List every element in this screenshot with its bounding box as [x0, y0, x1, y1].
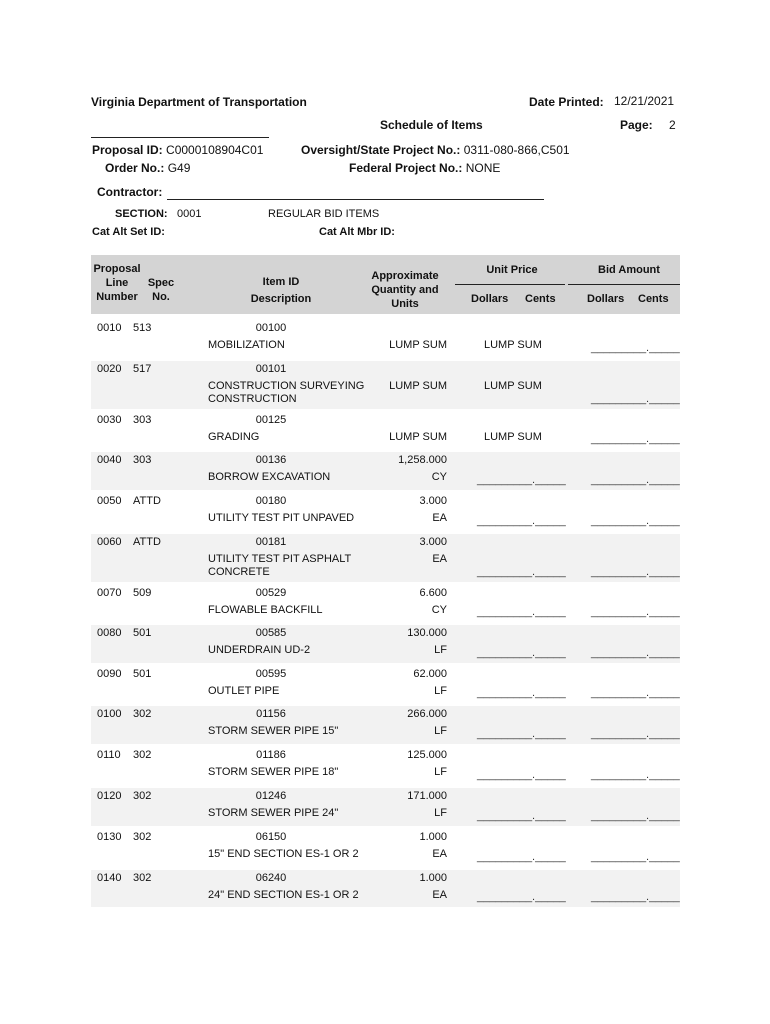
quantity: 1.000 [419, 831, 447, 843]
col-unit-price-cents: Cents [525, 293, 556, 305]
spec-number: 517 [133, 363, 152, 375]
col-bid-amount: Bid Amount [598, 264, 660, 276]
proposal-id-label: Proposal ID: [92, 143, 163, 157]
table-row [91, 788, 680, 826]
col-bid-cents: Cents [638, 293, 669, 305]
item-description: 24" END SECTION ES-1 OR 2 [208, 889, 359, 901]
date-printed-value: 12/21/2021 [614, 94, 675, 108]
bid-amount-entry[interactable]: _________._____ [591, 515, 680, 527]
col-bid-dollars: Dollars [587, 293, 625, 305]
table-row [91, 706, 680, 744]
table-row [91, 320, 680, 358]
quantity: 1.000 [419, 872, 447, 884]
contractor-label: Contractor: [97, 185, 163, 199]
item-description: STORM SEWER PIPE 15" [208, 725, 339, 737]
item-description: OUTLET PIPE [208, 685, 280, 697]
quantity: 62.000 [413, 668, 447, 680]
unit-price-entry[interactable]: _________._____ [477, 606, 566, 618]
spec-number: ATTD [133, 495, 161, 507]
item-description: 15" END SECTION ES-1 OR 2 [208, 848, 359, 860]
units: LF [434, 807, 447, 819]
agency-name: Virginia Department of Transportation [91, 95, 307, 109]
section-label: SECTION: [115, 208, 168, 220]
oversight-value: 0311-080-866,C501 [463, 143, 570, 157]
quantity: 3.000 [419, 536, 447, 548]
item-id: 00100 [255, 322, 287, 334]
item-description: STORM SEWER PIPE 24" [208, 807, 339, 819]
table-row [91, 534, 680, 582]
table-row [91, 585, 680, 622]
line-number: 0120 [97, 790, 122, 802]
item-description: STORM SEWER PIPE 18" [208, 766, 339, 778]
item-description: GRADING [208, 431, 260, 443]
item-id: 01186 [256, 749, 286, 761]
line-number: 0080 [97, 627, 122, 639]
unit-price-entry[interactable]: _________._____ [477, 647, 566, 659]
line-number: 0020 [97, 363, 122, 375]
unit-price-lump: LUMP SUM [484, 339, 542, 351]
col-spec-no: Spec No. [147, 277, 175, 303]
col-unit-price-dollars: Dollars [471, 293, 509, 305]
spec-number: ATTD [133, 536, 161, 548]
item-id: 00101 [255, 363, 287, 375]
unit-price-entry[interactable]: _________._____ [477, 687, 566, 699]
proposal-id [92, 143, 263, 157]
quantity: 171.000 [407, 790, 447, 802]
quantity: 125.000 [407, 749, 447, 761]
table-row [91, 747, 680, 785]
spec-number: 501 [133, 668, 152, 680]
item-description: UNDERDRAIN UD-2 [208, 644, 311, 656]
col-approx-qty-units: Approximate Quantity and Units [371, 270, 439, 310]
item-id: 01246 [255, 790, 287, 802]
item-id: 00180 [255, 495, 287, 507]
bid-amount-entry[interactable]: _________._____ [591, 891, 680, 903]
line-number: 0110 [97, 749, 121, 761]
spec-number: 303 [133, 414, 152, 426]
unit-price-entry[interactable]: _________._____ [477, 851, 566, 863]
col-item-id: Item ID [262, 276, 300, 288]
table-row [91, 829, 680, 867]
spec-number: 509 [133, 587, 152, 599]
unit-price-lump: LUMP SUM [484, 380, 542, 392]
unit-price-lump: LUMP SUM [484, 431, 542, 443]
bid-amount-entry[interactable]: _________._____ [591, 687, 680, 699]
section-description: REGULAR BID ITEMS [268, 208, 380, 220]
bid-amount-entry[interactable]: _________._____ [591, 342, 680, 354]
cat-alt-mbr-label: Cat Alt Mbr ID: [319, 226, 395, 238]
unit-price-entry[interactable]: _________._____ [477, 769, 566, 781]
units: CY [431, 604, 447, 616]
line-number: 0130 [97, 831, 122, 843]
spec-number: 302 [133, 790, 152, 802]
item-description: MOBILIZATION [208, 339, 285, 351]
bid-amount-entry[interactable]: _________._____ [591, 769, 680, 781]
page-label: Page: [620, 118, 653, 132]
spec-number: 513 [133, 322, 152, 334]
section-value: 0001 [177, 208, 202, 220]
table-row [91, 625, 680, 663]
unit-price-entry[interactable]: _________._____ [477, 810, 566, 822]
units: CY [431, 471, 447, 483]
bid-amount-entry[interactable]: _________._____ [591, 810, 680, 822]
unit-price-entry[interactable]: _________._____ [477, 566, 566, 578]
bid-amount-entry[interactable]: _________._____ [591, 647, 680, 659]
table-row [91, 666, 680, 703]
unit-price-entry[interactable]: _________._____ [477, 728, 566, 740]
order-no-label: Order No.: [105, 161, 165, 175]
line-number: 0060 [97, 536, 122, 548]
cat-alt-set-label: Cat Alt Set ID: [92, 226, 165, 238]
federal-value: NONE [465, 161, 501, 175]
item-description: UTILITY TEST PIT UNPAVED [208, 512, 355, 524]
units: LF [434, 685, 447, 697]
order-no [105, 161, 190, 175]
quantity: 3.000 [419, 495, 447, 507]
units: LF [434, 766, 447, 778]
federal-project [349, 161, 500, 175]
spec-number: 302 [133, 749, 152, 761]
table-row [91, 493, 680, 531]
units: EA [432, 553, 447, 565]
spec-number: 501 [133, 627, 152, 639]
line-number: 0010 [97, 322, 122, 334]
quantity: 130.000 [407, 627, 447, 639]
line-number: 0040 [97, 454, 122, 466]
page-number: 2 [669, 118, 676, 132]
bid-amount-entry[interactable]: _________._____ [591, 606, 680, 618]
item-id: 00125 [255, 414, 287, 426]
item-description: BORROW EXCAVATION [208, 471, 331, 483]
date-printed-label: Date Printed: [529, 95, 604, 109]
table-header [91, 255, 680, 314]
units: LUMP SUM [389, 380, 447, 392]
item-id: 06150 [255, 831, 287, 843]
federal-label: Federal Project No.: [349, 161, 463, 175]
units: EA [432, 512, 447, 524]
bid-amount-entry[interactable]: _________._____ [591, 474, 680, 486]
oversight-label: Oversight/State Project No.: [301, 143, 461, 157]
units: LUMP SUM [389, 339, 447, 351]
quantity: 6.600 [419, 587, 447, 599]
item-id: 01156 [256, 708, 286, 720]
table-row [91, 412, 680, 449]
item-id: 00585 [255, 627, 287, 639]
units: LF [434, 725, 447, 737]
bid-amount-entry[interactable]: _________._____ [591, 393, 680, 405]
table-row [91, 452, 680, 490]
quantity: 266.000 [407, 708, 447, 720]
bid-amount-entry[interactable]: _________._____ [591, 566, 680, 578]
spec-number: 303 [133, 454, 152, 466]
line-number: 0140 [97, 872, 122, 884]
table-row [91, 361, 680, 409]
schedule-title: Schedule of Items [380, 118, 483, 132]
bid-amount-entry[interactable]: _________._____ [591, 851, 680, 863]
units: LUMP SUM [389, 431, 447, 443]
item-id: 00529 [255, 587, 287, 599]
unit-price-entry[interactable]: _________._____ [477, 891, 566, 903]
item-id: 00595 [255, 668, 287, 680]
units: LF [434, 644, 447, 656]
item-id: 06240 [255, 872, 287, 884]
item-id: 00136 [255, 454, 287, 466]
unit-price-entry[interactable]: _________._____ [477, 515, 566, 527]
col-proposal-line-number: Proposal Line Number [93, 263, 141, 303]
item-description: UTILITY TEST PIT ASPHALT CONCRETE [208, 553, 352, 578]
bid-amount-entry[interactable]: _________._____ [591, 433, 680, 445]
quantity: 1,258.000 [398, 454, 447, 466]
units: EA [432, 848, 447, 860]
bid-amount-divider [568, 284, 680, 285]
line-number: 0050 [97, 495, 122, 507]
col-unit-price: Unit Price [486, 264, 538, 276]
units: EA [432, 889, 447, 901]
spec-number: 302 [133, 872, 152, 884]
proposal-id-value: C0000108904C01 [166, 143, 264, 157]
spec-number: 302 [133, 831, 152, 843]
order-no-value: G49 [167, 161, 191, 175]
bid-amount-entry[interactable]: _________._____ [591, 728, 680, 740]
table-row [91, 870, 680, 907]
line-number: 0030 [97, 414, 122, 426]
header-rule [91, 137, 269, 138]
line-number: 0100 [97, 708, 122, 720]
contractor-field[interactable] [167, 199, 544, 200]
col-description: Description [250, 293, 312, 305]
item-id: 00181 [255, 536, 287, 548]
oversight-project [301, 143, 570, 157]
item-description: FLOWABLE BACKFILL [208, 604, 323, 616]
unit-price-entry[interactable]: _________._____ [477, 474, 566, 486]
line-number: 0090 [97, 668, 122, 680]
spec-number: 302 [133, 708, 152, 720]
unit-price-divider [455, 284, 565, 285]
line-number: 0070 [97, 587, 122, 599]
item-description: CONSTRUCTION SURVEYING CONSTRUCTION [208, 380, 365, 405]
